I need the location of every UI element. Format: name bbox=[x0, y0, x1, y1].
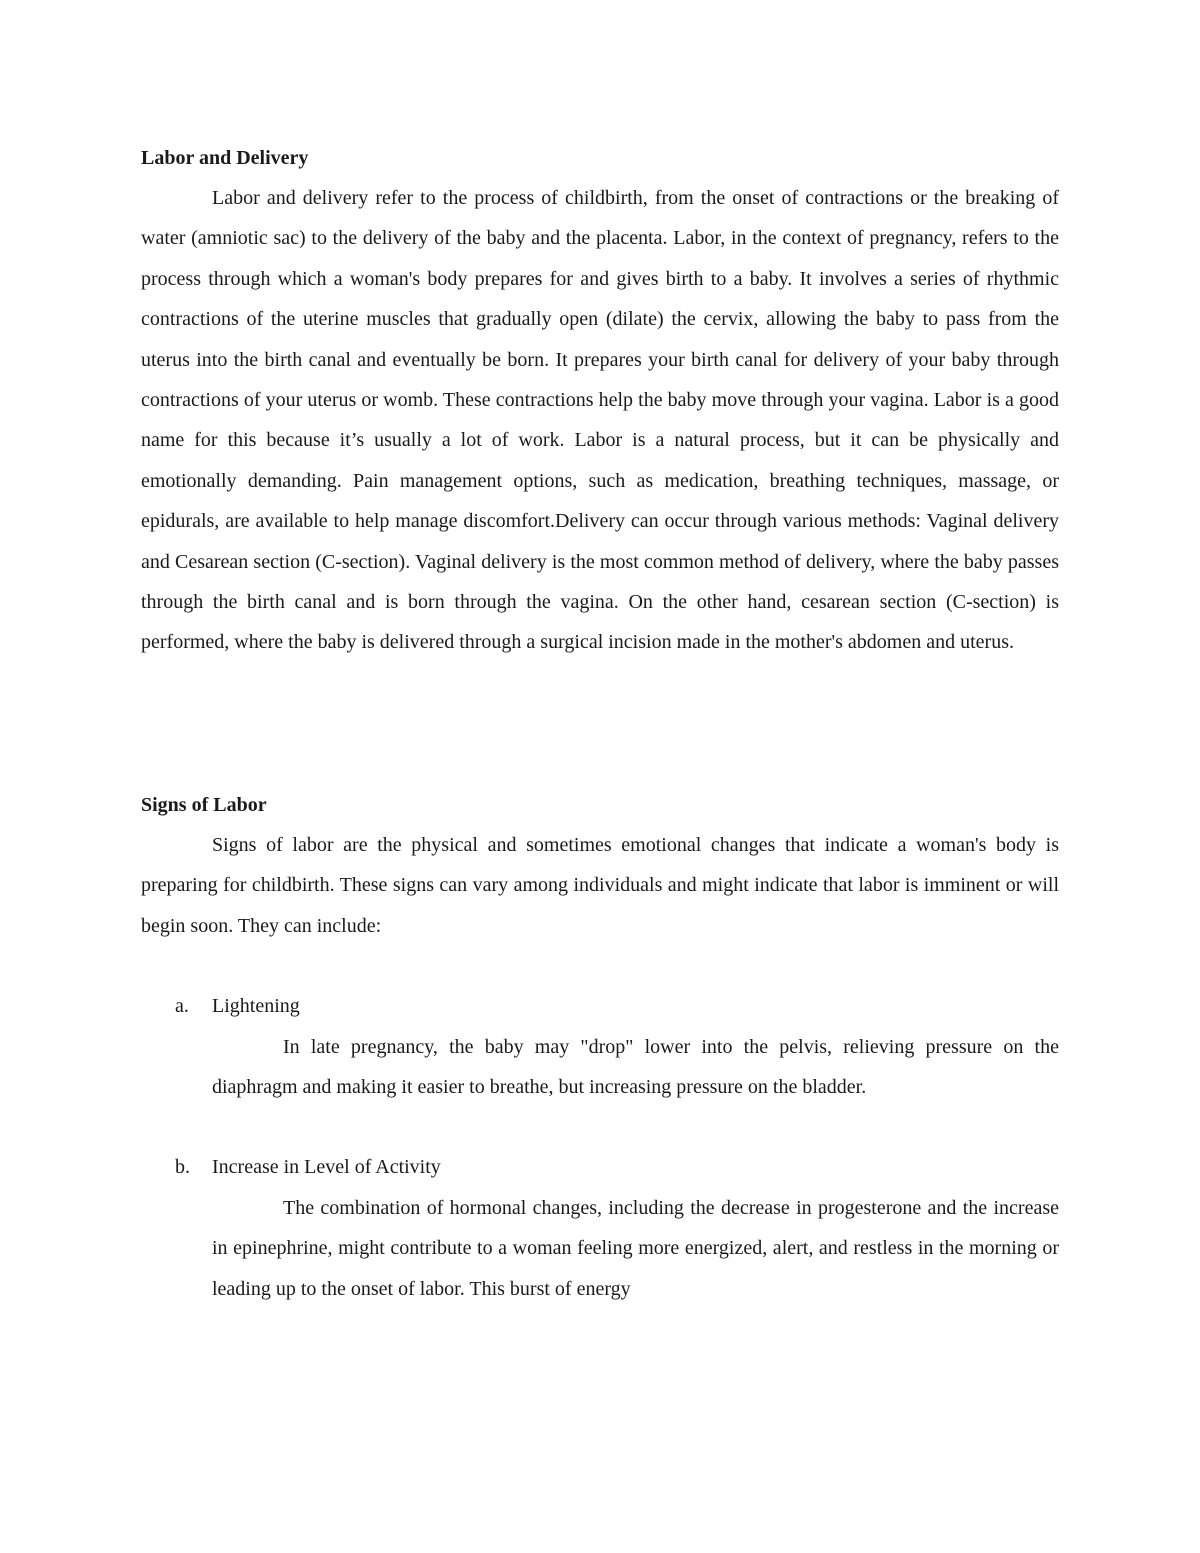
list-item-spacer bbox=[212, 1107, 1059, 1147]
list-item-body: The combination of hormonal changes, including the decrease in progesterone and the increase in epinephrine, might contribute to a woman feeling more energized, alert, and restless in the morning or leading up to the onset of labor. This burst of energy bbox=[212, 1196, 1059, 1300]
list-item-body: In late pregnancy, the baby may "drop" lower into the pelvis, relieving pressure on the diaphragm and making it easier to breathe, but increasing pressure on the bladder. bbox=[212, 1035, 1059, 1098]
list-item-lightening bbox=[141, 986, 1059, 1147]
signs-list bbox=[141, 986, 1059, 1309]
section-heading-signs-of-labor: Signs of Labor bbox=[141, 793, 267, 816]
list-item-title: Lightening bbox=[212, 995, 300, 1018]
document-page bbox=[141, 138, 1059, 1309]
section-paragraph-signs-of-labor: Signs of labor are the physical and sometimes emotional changes that indicate a woman's body is preparing for childbirth. These signs can vary among individuals and might indicate that labor is imminent or will begin soon. They can include: bbox=[141, 833, 1059, 937]
section-heading-labor-and-delivery: Labor and Delivery bbox=[141, 147, 309, 169]
list-marker: a. bbox=[175, 995, 189, 1018]
list-item-increase-activity bbox=[141, 1147, 1059, 1309]
list-spacer bbox=[141, 946, 1059, 986]
section-paragraph-labor-and-delivery: Labor and delivery refer to the process of childbirth, from the onset of contractions or the breaking of water (amniotic sac) to the delivery of the baby and the placenta. Labor, in the context of pregnancy, refers to the process through which a woman's body prepares for and gives birth to a baby. It involves a series of rhythmic contractions of the uterine muscles that gradually open (dilate) the cervix, allowing the baby to pass from the uterus into the birth canal and eventually be born. It prepares your birth canal for delivery of your baby through contractions of your uterus or womb. These contractions help the baby move through your vagina. Labor is a good name for this because it’s usually a lot of work. Labor is a natural process, but it can be physically and emotionally demanding. Pain management options, such as medication, breathing techniques, massage, or epidurals, are available to help manage discomfort.Delivery can occur through various methods: Vaginal delivery and Cesarean section (C-section). Vaginal delivery is the most common method of delivery, where the baby passes through the birth canal and is born through the vagina. On the other hand, cesarean section (C-section) is performed, where the baby is delivered through a surgical incision made in the mother's abdomen and uterus. bbox=[141, 187, 1059, 654]
list-item-title: Increase in Level of Activity bbox=[212, 1156, 441, 1179]
list-marker: b. bbox=[175, 1156, 190, 1179]
section-spacer bbox=[141, 663, 1059, 785]
